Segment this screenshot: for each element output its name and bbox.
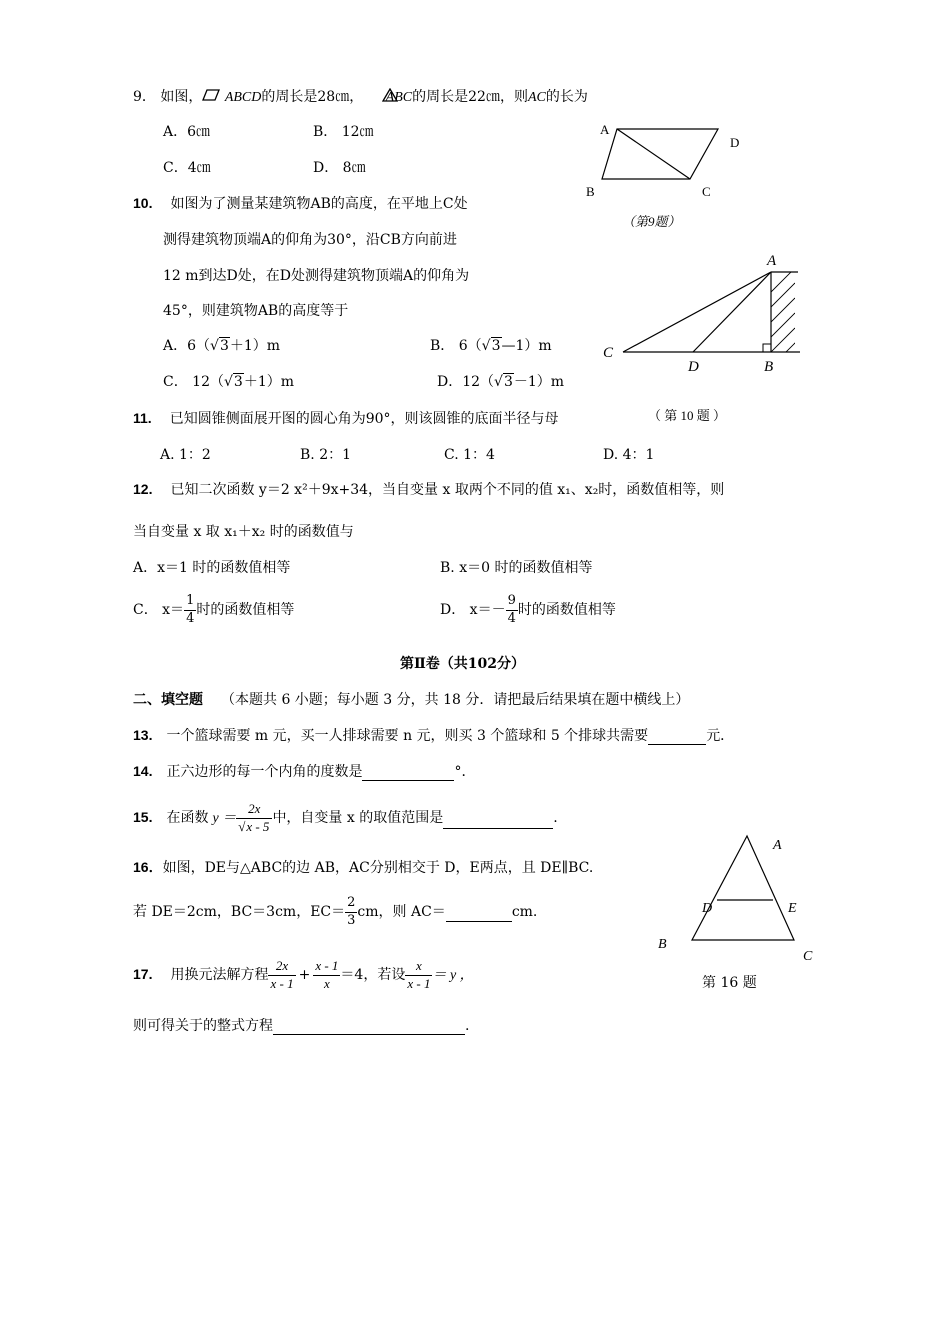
q12-option-d: D． x＝－ $\frac{9}{4}$ 时的函数值相等 bbox=[440, 593, 616, 626]
q16-label-a: A bbox=[773, 838, 782, 853]
q9-parallelogram-figure bbox=[580, 118, 750, 198]
q11-option-b: B. 2：1 bbox=[300, 447, 352, 463]
q11-option-c: C. 1：4 bbox=[444, 447, 495, 463]
q9-option-b: B． 12㎝ bbox=[313, 124, 374, 140]
q15: 15. 在函数 y ＝ $\frac{2x}{√x - 5}$ 中，自变量 x 的取值范围是 . bbox=[133, 801, 558, 834]
q10-option-b: B． 6（√3—1）m bbox=[430, 338, 552, 354]
q14: 14. 正六边形的每一个内角的度数是 °． bbox=[133, 763, 476, 780]
q12-option-a: A．x＝1 时的函数值相等 bbox=[133, 560, 291, 576]
q10-option-a: A．6（√3＋1）m bbox=[163, 338, 281, 354]
q9-stem: 9． 如图， ABCD的周长是28㎝， ABC的周长是22㎝，则AC的长为 bbox=[133, 89, 588, 105]
q9-number: 9． bbox=[133, 89, 156, 105]
q10-caption: （ 第 10 题 ） bbox=[648, 408, 727, 423]
q9-option-d: D． 8㎝ bbox=[313, 160, 366, 176]
q9-label-b: B bbox=[586, 184, 595, 198]
q9-label-c: C bbox=[702, 184, 711, 198]
q17-line2: 则可得关于的整式方程 . bbox=[133, 1018, 470, 1034]
q12-line1: 12. 已知二次函数 y＝2 x²＋9x+34，当自变量 x 取两个不同的值 x₁、x₂时，函数值相等，则 bbox=[133, 481, 725, 498]
q16-triangle-figure bbox=[650, 830, 820, 970]
q10-label-d: D bbox=[688, 359, 699, 375]
section-2-title: 第Ⅱ卷（共102分） bbox=[400, 656, 526, 672]
q16-caption: 第 16 题 bbox=[702, 975, 757, 991]
q12-line2: 当自变量 x 取 x₁＋x₂ 时的函数值与 bbox=[133, 524, 354, 540]
q10-option-d: D．12（√3－1）m bbox=[437, 374, 565, 390]
q9-label-a: A bbox=[600, 122, 610, 137]
q10-label-c: C bbox=[603, 345, 614, 361]
q16-label-c: C bbox=[803, 949, 813, 964]
q17-answer-blank bbox=[273, 1034, 465, 1035]
q9-label-d: D bbox=[730, 135, 740, 150]
q16-label-d: D bbox=[702, 901, 713, 916]
q12-option-c: C． x＝ $\frac{1}{4}$ 时的函数值相等 bbox=[133, 593, 295, 626]
q16-line1: 16．如图，DE与△ABC的边 AB，AC分别相交于 D，E两点，且 DE∥BC. bbox=[133, 859, 594, 876]
q16-answer-blank bbox=[446, 921, 512, 922]
q15-answer-blank bbox=[443, 828, 553, 829]
q10-line1: 10. 如图为了测量某建筑物AB的高度，在平地上C处 bbox=[133, 195, 468, 212]
q14-answer-blank bbox=[362, 780, 454, 781]
q9-caption: （第9题） bbox=[622, 214, 681, 229]
q9-option-c: C．4㎝ bbox=[163, 160, 211, 176]
q13-answer-blank bbox=[648, 744, 706, 745]
q16-line2: 若 DE＝2cm，BC＝3cm，EC＝ $\frac{2}{3}$ cm，则 AC＝ cm. bbox=[133, 895, 538, 928]
q10-line4: 45°，则建筑物AB的高度等于 bbox=[163, 303, 349, 319]
q10-option-c: C． 12（√3＋1）m bbox=[163, 374, 295, 390]
q10-building-figure bbox=[595, 247, 810, 377]
q10-label-b: B bbox=[764, 359, 774, 375]
q11-option-d: D. 4：1 bbox=[603, 447, 655, 463]
q16-label-e: E bbox=[788, 901, 797, 916]
q10-line3: 12 m到达D处，在D处测得建筑物顶端A的仰角为 bbox=[163, 268, 470, 284]
q11-stem: 11. 已知圆锥侧面展开图的圆心角为90°，则该圆锥的底面半径与母 bbox=[133, 410, 559, 427]
q10-label-a: A bbox=[767, 253, 777, 269]
q10-line2: 测得建筑物顶端A的仰角为30°，沿CB方向前进 bbox=[163, 232, 457, 248]
q17-line1: 17. 用换元法解方程 $\frac{2x}{x - 1}$ + $\frac{x - 1}{x}$ ＝4，若设 $\frac{x}{x - 1}$ ＝ y ， bbox=[133, 958, 474, 991]
q9-option-a: A．6㎝ bbox=[163, 124, 211, 140]
parallelogram-icon bbox=[202, 88, 220, 106]
q11-option-a: A. 1：2 bbox=[160, 447, 211, 463]
q12-option-b: B. x＝0 时的函数值相等 bbox=[440, 560, 593, 576]
q13: 13. 一个篮球需要 m 元，买一人排球需要 n 元，则买 3 个篮球和 5 个排球共需要 元． bbox=[133, 727, 735, 744]
section-2-heading: 二、填空题 （本题共 6 小题；每小题 3 分，共 18 分．请把最后结果填在题中横线上） bbox=[133, 692, 690, 708]
q16-label-b: B bbox=[658, 937, 667, 952]
